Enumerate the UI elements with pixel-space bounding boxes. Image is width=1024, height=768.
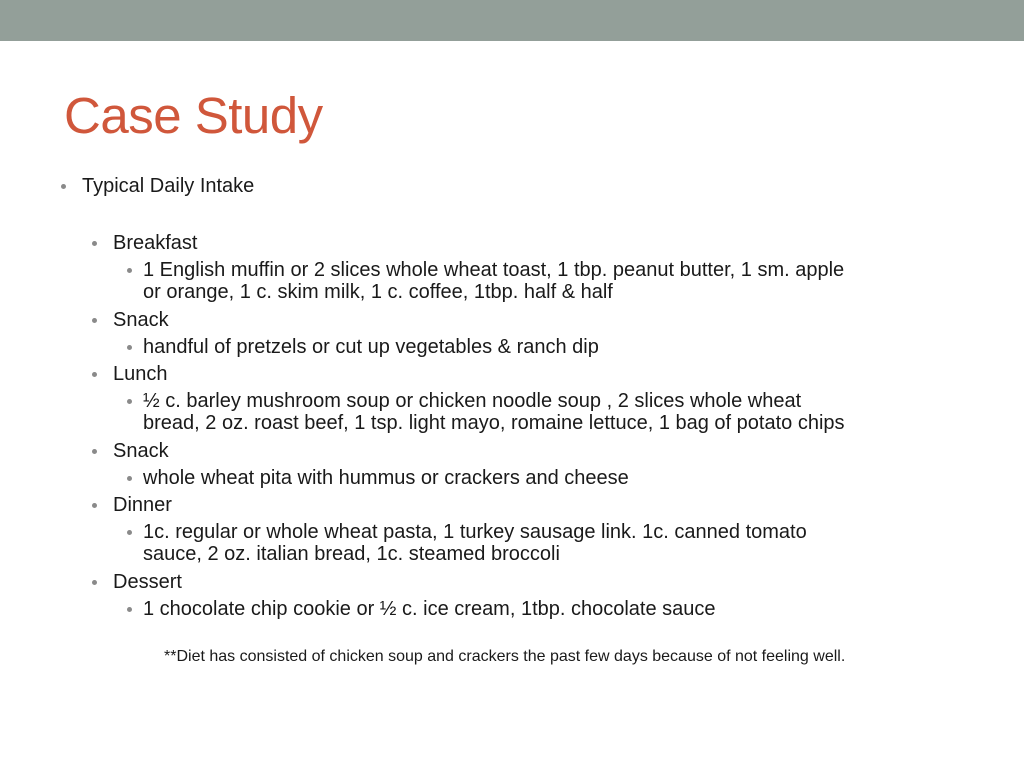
meal-detail-dinner-line-2: sauce, 2 oz. italian bread, 1c. steamed broccoli (143, 543, 560, 565)
meal-label-breakfast: Breakfast (113, 232, 198, 254)
meal-label-dinner: Dinner (113, 494, 172, 516)
bullet-icon (92, 241, 97, 246)
bullet-icon (127, 268, 132, 273)
bullet-icon (92, 503, 97, 508)
meal-detail-lunch-line-1: ½ c. barley mushroom soup or chicken noodle soup , 2 slices whole wheat (143, 390, 802, 412)
meal-detail-breakfast-line-1: 1 English muffin or 2 slices whole wheat toast, 1 tbp. peanut butter, 1 sm. apple (143, 259, 845, 281)
meal-label-lunch: Lunch (113, 363, 168, 385)
bullet-icon (92, 449, 97, 454)
meal-detail-dessert: 1 chocolate chip cookie or ½ c. ice cream, 1tbp. chocolate sauce (143, 598, 716, 620)
meal-detail-dinner-line-1: 1c. regular or whole wheat pasta, 1 turkey sausage link. 1c. canned tomato (143, 521, 807, 543)
bullet-icon (92, 372, 97, 377)
slide-top-bar (0, 0, 1024, 41)
meal-label-snack-1: Snack (113, 309, 169, 331)
bullet-icon (61, 184, 66, 189)
meal-detail-snack-2: whole wheat pita with hummus or crackers and cheese (143, 467, 629, 489)
meal-detail-lunch-line-2: bread, 2 oz. roast beef, 1 tsp. light mayo, romaine lettuce, 1 bag of potato chips (143, 412, 845, 434)
intake-heading: Typical Daily Intake (82, 175, 255, 197)
meal-detail-breakfast-line-2: or orange, 1 c. skim milk, 1 c. coffee, 1tbp. half & half (143, 281, 613, 303)
bullet-icon (92, 580, 97, 585)
slide-title: Case Study (64, 87, 323, 144)
bullet-icon (127, 530, 132, 535)
meal-label-dessert: Dessert (113, 571, 182, 593)
bullet-icon (127, 399, 132, 404)
diet-note: **Diet has consisted of chicken soup and crackers the past few days because of not feeling well. (164, 648, 846, 665)
bullet-icon (127, 345, 132, 350)
bullet-icon (127, 476, 132, 481)
meal-label-snack-2: Snack (113, 440, 169, 462)
bullet-icon (127, 607, 132, 612)
meal-detail-snack-1: handful of pretzels or cut up vegetables & ranch dip (143, 336, 599, 358)
bullet-icon (92, 318, 97, 323)
